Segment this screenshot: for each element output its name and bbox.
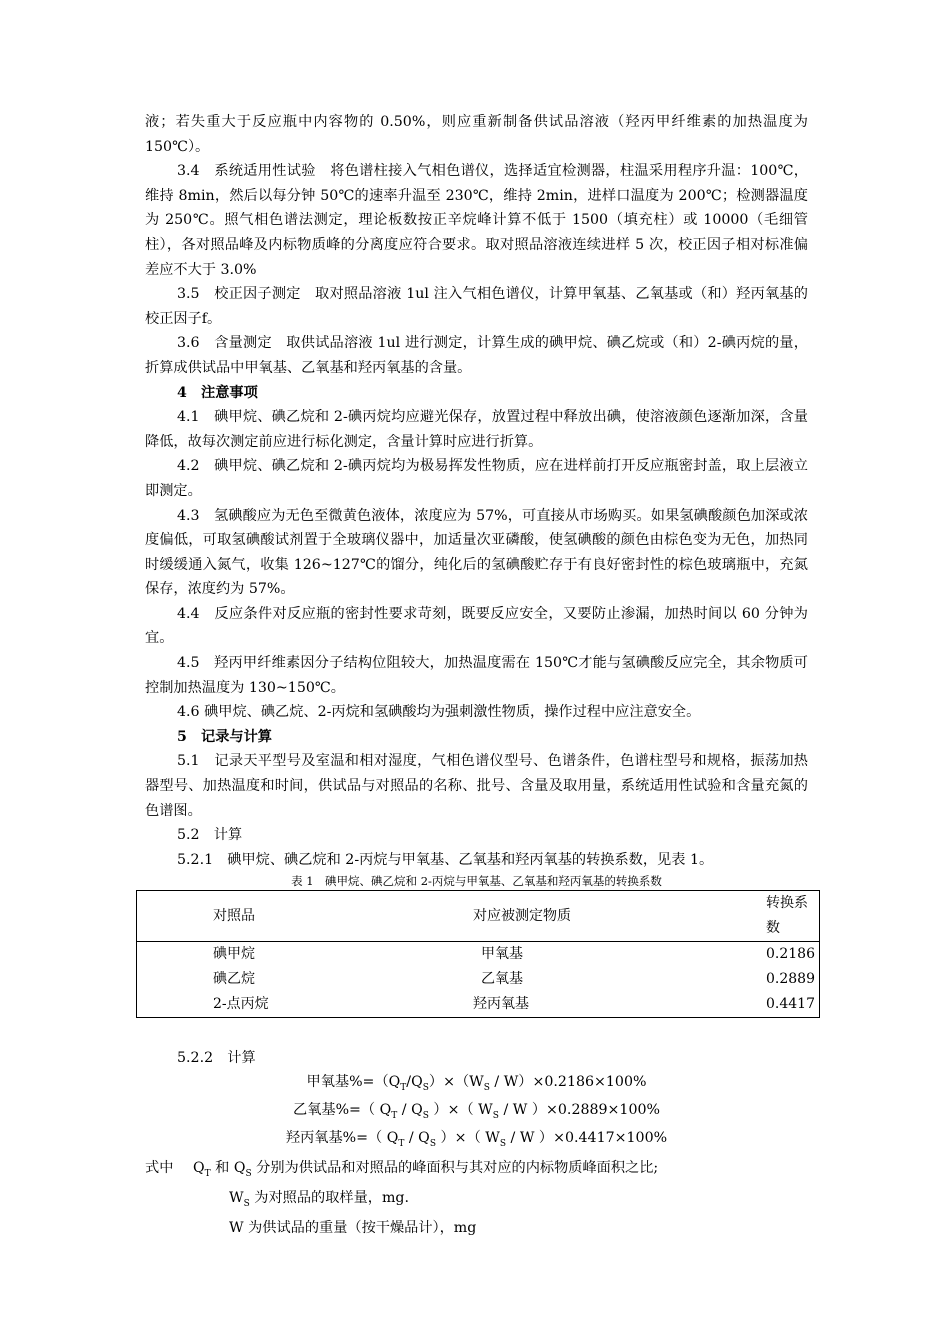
section-5-2: 5.2 计算 <box>177 827 243 844</box>
section-5-1: 5.1 记录天平型号及室温和相对湿度，气相色谱仪型号、色谱条件，色谱柱型号和规格，振荡加热器型号、加热温度和时间，供试品与对照品的名称、批号、含量及取用量，系统适用性试验和含量充氮的色谱图。 <box>145 753 808 819</box>
table-cell: 0.2889 <box>766 971 815 988</box>
table-cell: 0.4417 <box>766 996 815 1013</box>
table-cell: 甲氧基 <box>481 946 523 963</box>
note-line: W 为供试品的重量（按干燥品计），mg <box>229 1220 477 1237</box>
table-header: 对照品 <box>137 891 410 942</box>
table-cell: 碘乙烷 <box>213 971 255 988</box>
table-row <box>137 992 820 1018</box>
table-cell: 碘甲烷 <box>213 946 255 963</box>
table-cell: 羟丙氧基 <box>473 996 529 1013</box>
formula-methoxy: 甲氧基$\%=(Q_T/Q_S)\times(W_S / W)\times 0.2186\times 100\%$ <box>306 1074 647 1093</box>
section-3-5: 3.5 校正因子测定 取对照品溶液 1ul 注入气相色谱仪，计算甲氧基、乙氧基或（和）羟丙氧基的校正因子f。 <box>145 286 808 327</box>
table-cell: 0.2186 <box>766 946 815 963</box>
section-3-6: 3.6 含量测定 取供试品溶液 1ul 进行测定，计算生成的碘甲烷、碘乙烷或（和）2-碘丙烷的量，折算成供试品中甲氧基、乙氧基和羟丙氧基的含量。 <box>145 335 808 376</box>
section-4-6: 4.6 碘甲烷、碘乙烷、2-丙烷和氢碘酸均为强刺激性物质，操作过程中应注意安全。 <box>177 704 701 721</box>
table-header-row <box>137 891 820 942</box>
notes-label: 式中 <box>145 1160 174 1177</box>
table-row <box>137 942 820 968</box>
note-line: 式中 $Q_T$ 和 $Q_S$ 分别为供试品和对照品的峰面积与其对应的内标物质峰面积之比; <box>145 1156 808 1186</box>
paragraph-continuation: 液；若失重大于反应瓶中内容物的 0.50%，则应重新制备供试品溶液（羟丙甲纤维素的加热温度为 150℃）。 <box>145 114 808 155</box>
section-5-2-1: 5.2.1 碘甲烷、碘乙烷和 2-丙烷与甲氧基、乙氧基和羟丙氧基的转换系数，见表 1。 <box>177 851 714 868</box>
heading-5: 5 记录与计算 <box>177 728 272 745</box>
formula-notes <box>145 1156 808 1240</box>
section-4-4: 4.4 反应条件对反应瓶的密封性要求苛刻，既要反应安全，又要防止渗漏，加热时间以 60 分钟为宜。 <box>145 605 808 647</box>
section-3-4: 3.4 系统适用性试验 将色谱柱接入气相色谱仪，选择适宜检测器，柱温采用程序升温：100℃，维持 8min，然后以每分钟 50℃的速率升温至 230℃，维持 2min，进样口温度为 200℃；检测器温度为 250℃。照气相色谱法测定，理论板数按正辛烷峰计算不低于 1500（填充柱）或 10000（毛细管柱），各对照品峰及内标物质峰的分离度应符合要求。取对照品溶液连续进样 5 次，校正因子相对标准偏差应不大于 3.0% <box>145 163 808 278</box>
section-4-3: 4.3 氢碘酸应为无色至微黄色液体，浓度应为 57%，可直接从市场购买。如果氢碘酸颜色加深或浓度偏低，可取氢碘酸试剂置于全玻璃仪器中，加适量次亚磷酸，使氢碘酸的颜色由棕色变为无色，加热同时缓缓通入氮气，收集 126~127℃的馏分，纯化后的氢碘酸贮存于有良好密封性的棕色玻璃瓶中，充氮保存，浓度约为 57%。 <box>145 507 808 598</box>
table-row <box>137 967 820 992</box>
table-caption: 表 1 碘甲烷、碘乙烷和 2-丙烷与甲氧基、乙氧基和羟丙氧基的转换系数 <box>291 874 662 889</box>
document-page <box>145 110 815 1240</box>
heading-4: 4 注意事项 <box>177 384 258 401</box>
formula-ethoxy: 乙氧基%=（ $Q_T / Q_S$ ）×（ $W_S$ / W ）×0.2889×100% <box>293 1101 660 1121</box>
table-header: 转换系数 <box>766 891 820 942</box>
section-4-5: 4.5 羟丙甲纤维素因分子结构位阻较大，加热温度需在 150℃才能与氢碘酸反应完全，其余物质可控制加热温度为 130~150℃。 <box>145 655 808 696</box>
section-5-2-2: 5.2.2 计算 <box>177 1050 256 1067</box>
conversion-table <box>136 890 820 1018</box>
table-cell: 乙氧基 <box>481 971 523 988</box>
table-cell: 2-点丙烷 <box>213 996 269 1013</box>
section-4-2: 4.2 碘甲烷、碘乙烷和 2-碘丙烷均为极易挥发性物质，应在进样前打开反应瓶密封盖，取上层液立即测定。 <box>145 458 808 499</box>
table-header: 对应被测定物质 <box>409 891 766 942</box>
section-4-1: 4.1 碘甲烷、碘乙烷和 2-碘丙烷均应避光保存，放置过程中释放出碘，使溶液颜色逐渐加深，含量降低，故每次测定前应进行标化测定，含量计算时应进行折算。 <box>145 409 808 450</box>
formula-hydroxypropoxy: 羟丙氧基%=（ $Q_T / Q_S$ ）×（ $W_S$ / W ）×0.4417×100% <box>285 1129 668 1149</box>
note-line: $W_S$ 为对照品的取样量，mg. <box>229 1190 410 1210</box>
